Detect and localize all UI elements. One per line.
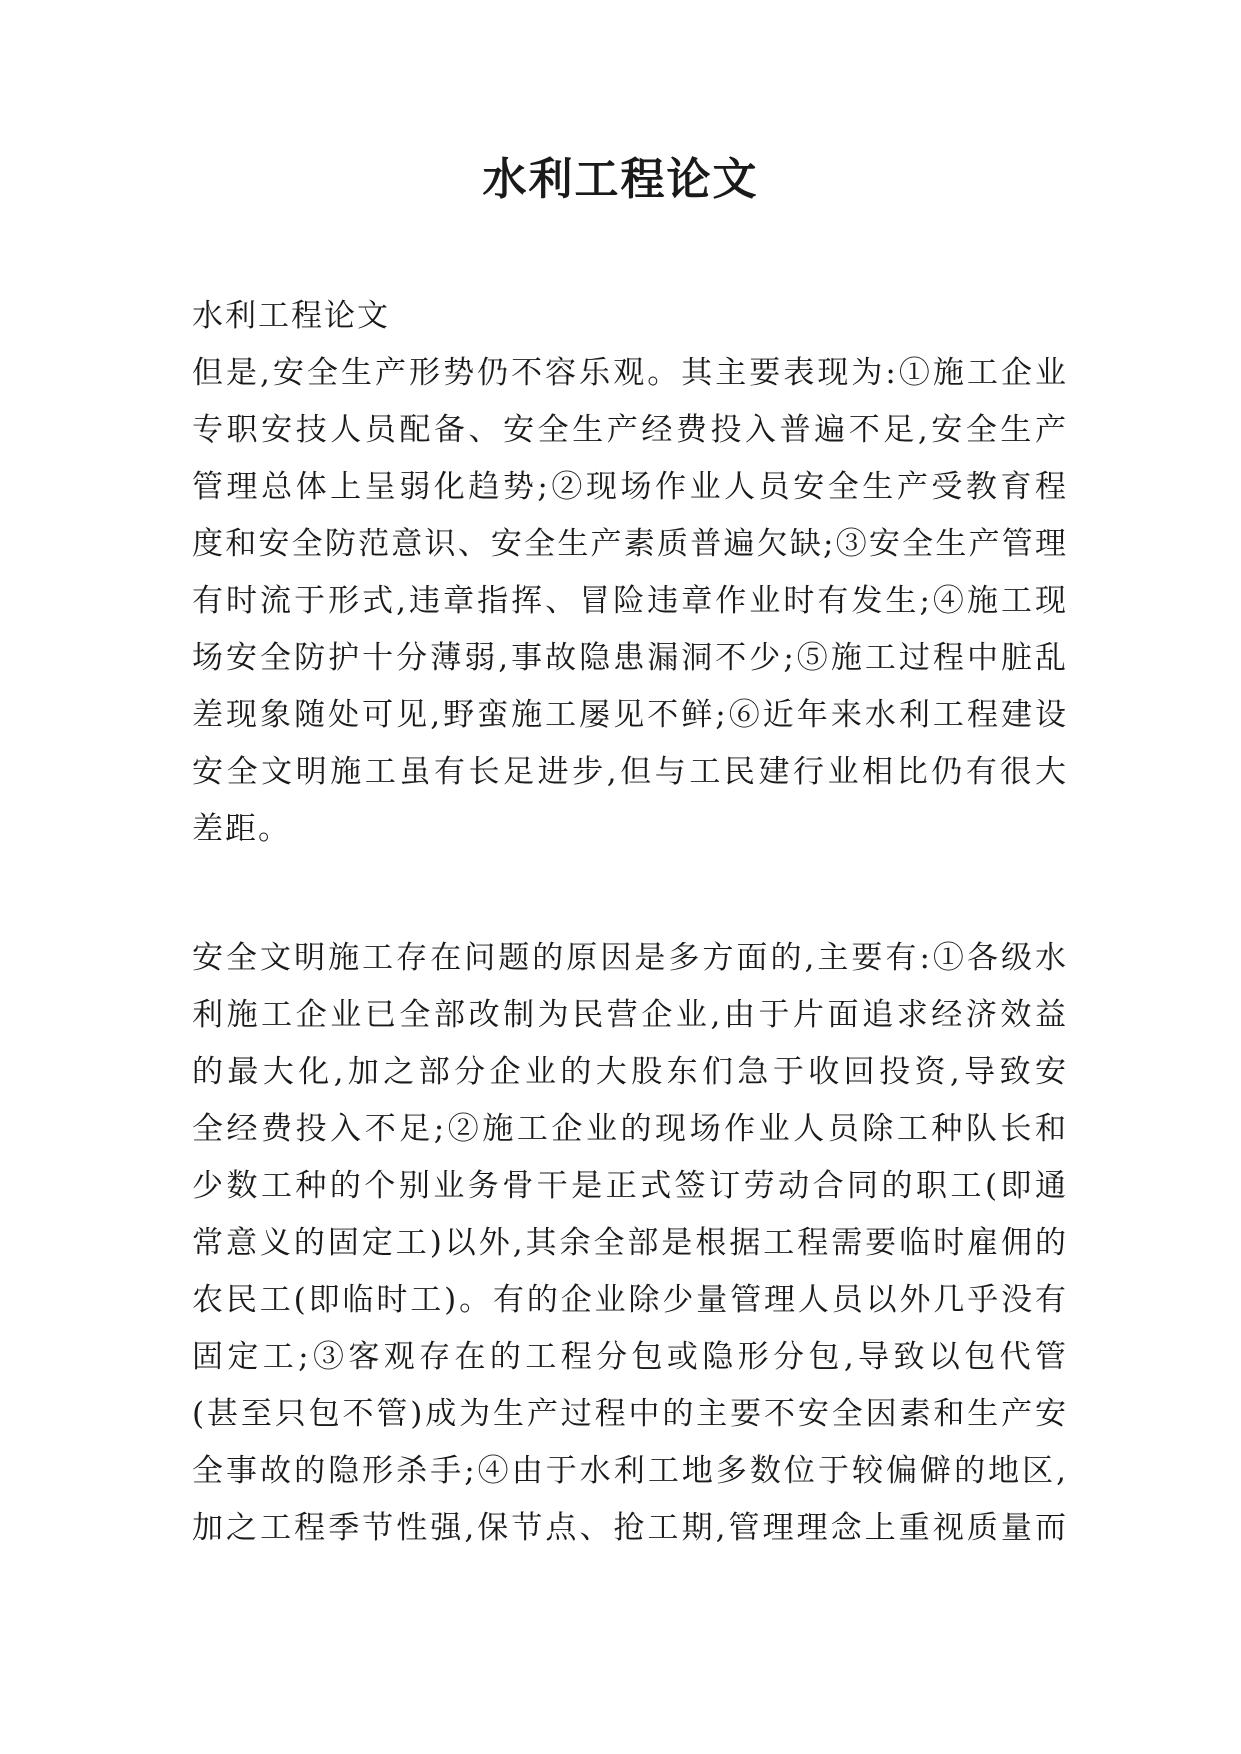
paragraph-line: 有时流于形式,违章指挥、冒险违章作业时有发生;④施工现	[192, 583, 1068, 619]
paragraph-line: 安全文明施工虽有长足进步,但与工民建行业相比仍有很大	[192, 754, 1068, 790]
subtitle-line: 水利工程论文	[192, 298, 390, 334]
paragraph-line: (甚至只包不管)成为生产过程中的主要不安全因素和生产安	[192, 1396, 1068, 1432]
document-subtitle	[192, 288, 1068, 345]
document-title: 水利工程论文	[482, 154, 759, 205]
paragraph-line: 全经费投入不足;②施工企业的现场作业人员除工种队长和	[192, 1111, 1068, 1147]
paragraph-line: 差现象随处可见,野蛮施工屡见不鲜;⑥近年来水利工程建设	[192, 697, 1068, 733]
paragraph-1	[192, 345, 1068, 858]
paragraph-line: 常意义的固定工)以外,其余全部是根据工程需要临时雇佣的	[192, 1225, 1068, 1261]
paragraph-line: 差距。	[192, 811, 291, 847]
paragraph-line: 场安全防护十分薄弱,事故隐患漏洞不少;⑤施工过程中脏乱	[192, 640, 1068, 676]
paragraph-line: 固定工;③客观存在的工程分包或隐形分包,导致以包代管	[192, 1339, 1068, 1375]
paragraph-line: 安全文明施工存在问题的原因是多方面的,主要有:①各级水	[192, 940, 1068, 976]
paragraph-line: 专职安技人员配备、安全生产经费投入普遍不足,安全生产	[192, 412, 1068, 448]
paragraph-line: 少数工种的个别业务骨干是正式签订劳动合同的职工(即通	[192, 1168, 1068, 1204]
paragraph-line: 农民工(即临时工)。有的企业除少量管理人员以外几乎没有	[192, 1282, 1068, 1318]
paragraph-line: 度和安全防范意识、安全生产素质普遍欠缺;③安全生产管理	[192, 526, 1068, 562]
paragraph-line: 的最大化,加之部分企业的大股东们急于收回投资,导致安	[192, 1054, 1068, 1090]
paragraph-line: 管理总体上呈弱化趋势;②现场作业人员安全生产受教育程	[192, 469, 1068, 505]
paragraph-line: 加之工程季节性强,保节点、抢工期,管理理念上重视质量而	[192, 1510, 1068, 1546]
paragraph-line: 全事故的隐形杀手;④由于水利工地多数位于较偏僻的地区,	[192, 1453, 1068, 1489]
paragraph-line: 但是,安全生产形势仍不容乐观。其主要表现为:①施工企业	[192, 355, 1068, 391]
paragraph-2	[192, 930, 1068, 1557]
paragraph-line: 利施工企业已全部改制为民营企业,由于片面追求经济效益	[192, 997, 1068, 1033]
